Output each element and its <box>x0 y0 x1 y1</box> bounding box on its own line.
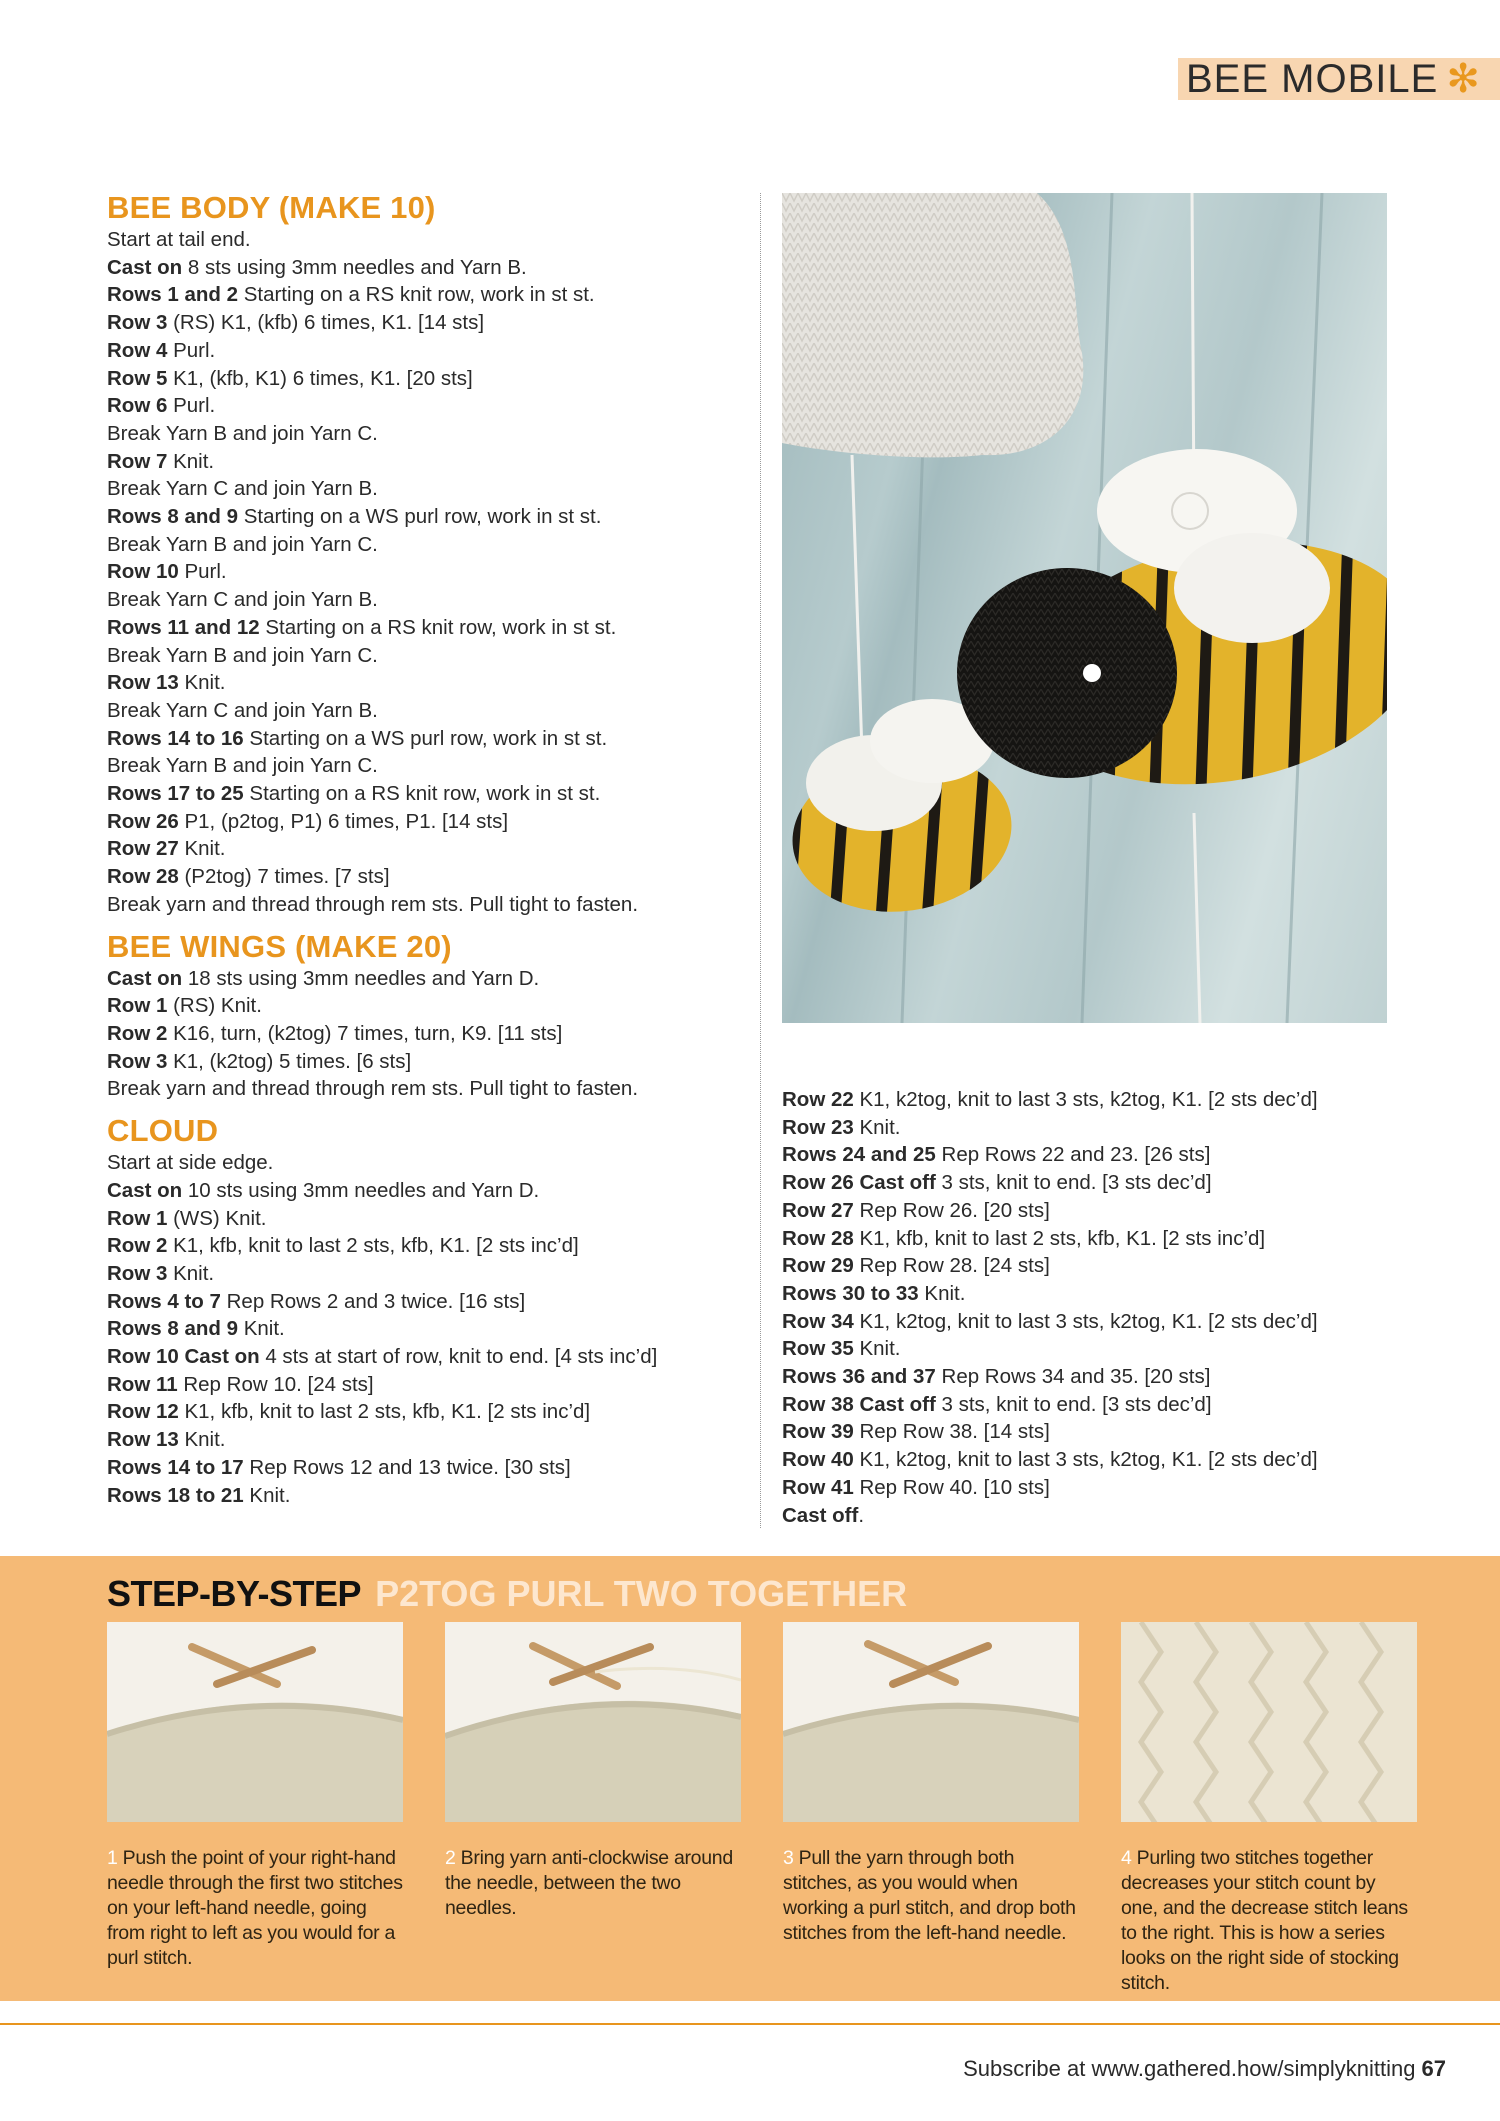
pattern-line <box>107 780 747 808</box>
pattern-line <box>107 586 747 614</box>
pattern-section <box>107 1113 747 1509</box>
row-label: Row 27 <box>107 837 179 861</box>
row-instruction: (WS) Knit. <box>167 1206 267 1230</box>
row-label: Row 22 <box>782 1088 854 1111</box>
pattern-line <box>107 531 747 559</box>
row-label: Cast on <box>107 255 183 279</box>
bee-mobile-illustration <box>782 193 1387 1023</box>
row-label: Row 35 <box>782 1337 854 1361</box>
section-heading: BEE WINGS (MAKE 20) <box>107 928 452 964</box>
step-3 <box>783 1622 1079 1946</box>
pattern-line <box>107 614 747 642</box>
row-label: Row 2 <box>107 1021 168 1045</box>
row-instruction: Rep Rows 22 and 23. [26 sts] <box>935 1143 1211 1167</box>
row-instruction: Knit. <box>178 671 226 695</box>
row-label: Row 28 <box>107 865 179 889</box>
row-label: Row 29 <box>782 1254 854 1278</box>
step-4 <box>1121 1622 1417 1996</box>
pattern-line <box>107 1398 747 1426</box>
pattern-line <box>107 1454 747 1482</box>
pattern-line <box>782 1335 1422 1363</box>
pattern-line <box>107 1426 747 1454</box>
row-label: Rows 18 to 21 <box>107 1483 244 1507</box>
row-instruction: K1, kfb, knit to last 2 sts, kfb, K1. [2 sts inc’d] <box>853 1226 1266 1250</box>
row-label: Rows 30 to 33 <box>782 1281 919 1305</box>
row-instruction: 4 sts at start of row, knit to end. [4 sts inc’d] <box>259 1345 658 1369</box>
row-instruction: 8 sts using 3mm needles and Yarn B. <box>182 255 527 279</box>
row-label: Row 11 <box>107 1372 178 1396</box>
row-instruction: K1, k2tog, knit to last 3 sts, k2tog, K1. [2 sts dec’d] <box>853 1309 1318 1333</box>
row-label: Rows 8 and 9 <box>107 505 239 529</box>
row-instruction: Starting on a RS knit row, work in st st. <box>243 782 601 806</box>
step-4-text: 4 Purling two stitches together decreases your stitch count by one, and the decrease stitch leans to the right. This is how a series looks on the right side of stocking stitch. <box>1121 1847 1408 1994</box>
row-label: Rows 17 to 25 <box>107 782 244 806</box>
pattern-line <box>107 558 747 586</box>
pattern-line <box>107 1177 747 1205</box>
pattern-line <box>107 1315 747 1343</box>
row-instruction: Knit. <box>243 1483 291 1507</box>
pattern-line <box>107 965 747 993</box>
row-label: Row 10 <box>107 560 179 584</box>
pattern-line <box>107 1371 747 1399</box>
row-instruction: K1, k2tog, knit to last 3 sts, k2tog, K1. [2 sts dec’d] <box>853 1088 1318 1111</box>
pattern-line <box>107 309 747 337</box>
pattern-line <box>782 1308 1422 1336</box>
pattern-line <box>782 1086 1422 1114</box>
pattern-section <box>107 190 747 919</box>
row-instruction: Knit. <box>918 1281 966 1305</box>
section-heading: BEE BODY (MAKE 10) <box>107 190 436 225</box>
row-instruction: P1, (p2tog, P1) 6 times, P1. [14 sts] <box>178 809 509 833</box>
pattern-line <box>782 1252 1422 1280</box>
row-label: Row 27 <box>782 1198 854 1222</box>
row-label: Rows 8 and 9 <box>107 1317 239 1341</box>
row-label: Rows 14 to 17 <box>107 1455 244 1479</box>
row-instruction: Start at side edge. <box>107 1151 274 1175</box>
row-instruction: Break Yarn C and join Yarn B. <box>107 588 378 612</box>
pattern-line <box>107 1020 747 1048</box>
row-label: Row 13 <box>107 1428 179 1452</box>
row-label: Row 2 <box>107 1234 168 1258</box>
row-instruction: Purl. <box>167 338 216 362</box>
row-instruction: Starting on a RS knit row, work in st st. <box>238 283 595 307</box>
row-label: Cast off <box>782 1503 859 1527</box>
row-instruction: Break Yarn B and join Yarn C. <box>107 643 378 667</box>
row-instruction: Rep Rows 34 and 35. [20 sts] <box>935 1365 1211 1389</box>
pattern-line <box>107 1075 747 1103</box>
row-label: Row 1 <box>107 1206 168 1230</box>
row-label: Row 6 <box>107 394 168 418</box>
row-instruction: K1, kfb, knit to last 2 sts, kfb, K1. [2 sts inc’d] <box>178 1400 591 1424</box>
pattern-line <box>782 1141 1422 1169</box>
row-instruction: Starting on a RS knit row, work in st st. <box>259 615 617 639</box>
pattern-line <box>782 1446 1422 1474</box>
row-label: Rows 14 to 16 <box>107 726 244 750</box>
row-label: Row 13 <box>107 671 179 695</box>
footer-rule <box>0 2023 1500 2025</box>
pattern-line <box>107 1482 747 1510</box>
row-instruction: (RS) Knit. <box>167 994 262 1018</box>
row-instruction: Knit. <box>178 837 226 861</box>
row-label: Cast on <box>107 1178 183 1202</box>
row-label: Rows 36 and 37 <box>782 1365 936 1389</box>
right-column <box>782 1086 1422 1529</box>
step-1 <box>107 1622 403 1971</box>
row-label: Row 5 <box>107 366 168 390</box>
row-instruction: Knit. <box>853 1337 901 1361</box>
header-tab <box>1178 58 1500 100</box>
row-instruction: (P2tog) 7 times. [7 sts] <box>178 865 390 889</box>
pattern-line <box>107 1048 747 1076</box>
row-label: Row 26 Cast off <box>782 1171 936 1195</box>
row-label: Row 34 <box>782 1309 854 1333</box>
pattern-line <box>107 1260 747 1288</box>
pattern-line <box>107 1205 747 1233</box>
row-label: Row 41 <box>782 1475 854 1499</box>
step-1-photo <box>107 1622 403 1822</box>
row-instruction: Break yarn and thread through rem sts. Pull tight to fasten. <box>107 892 639 916</box>
pattern-line <box>107 337 747 365</box>
step-by-step-band <box>0 1556 1500 2001</box>
row-label: Row 1 <box>107 994 168 1018</box>
row-instruction: Rep Row 28. [24 sts] <box>853 1254 1050 1278</box>
pattern-line <box>107 642 747 670</box>
row-instruction: K1, kfb, knit to last 2 sts, kfb, K1. [2 sts inc’d] <box>167 1234 579 1258</box>
pattern-line <box>107 808 747 836</box>
row-label: Row 28 <box>782 1226 854 1250</box>
flower-icon: ✻ <box>1446 57 1480 101</box>
row-instruction: 10 sts using 3mm needles and Yarn D. <box>182 1178 540 1202</box>
row-label: Row 10 Cast on <box>107 1345 260 1369</box>
pattern-line <box>107 697 747 725</box>
row-instruction: Knit. <box>238 1317 285 1341</box>
row-label: Rows 11 and 12 <box>107 615 260 639</box>
pattern-line <box>782 1197 1422 1225</box>
pattern-line <box>107 863 747 891</box>
step-by-step-heading <box>107 1572 907 1616</box>
row-label: Row 39 <box>782 1420 854 1444</box>
heading-step-by-step: STEP-BY-STEP <box>107 1573 362 1614</box>
pattern-line <box>107 365 747 393</box>
pattern-line <box>782 1418 1422 1446</box>
row-instruction: Purl. <box>178 560 227 584</box>
row-instruction: Rep Rows 12 and 13 twice. [30 sts] <box>243 1455 571 1479</box>
pattern-line <box>782 1391 1422 1419</box>
row-instruction: . <box>858 1503 865 1527</box>
pattern-line <box>107 1343 747 1371</box>
row-instruction: Rep Row 26. [20 sts] <box>853 1198 1050 1222</box>
row-instruction: K16, turn, (k2tog) 7 times, turn, K9. [11 sts] <box>167 1021 563 1045</box>
left-column <box>107 190 747 1509</box>
row-instruction: Break Yarn B and join Yarn C. <box>107 754 378 778</box>
pattern-line <box>782 1169 1422 1197</box>
row-instruction: 3 sts, knit to end. [3 sts dec’d] <box>935 1171 1212 1195</box>
row-instruction: Break yarn and thread through rem sts. Pull tight to fasten. <box>107 1077 639 1101</box>
pattern-line <box>107 503 747 531</box>
bee-mobile-photo <box>782 193 1387 1023</box>
row-label: Row 38 Cast off <box>782 1392 936 1416</box>
row-label: Rows 4 to 7 <box>107 1289 221 1313</box>
row-label: Rows 1 and 2 <box>107 283 239 307</box>
pattern-line <box>107 1288 747 1316</box>
footer <box>963 2056 1446 2082</box>
row-instruction: (RS) K1, (kfb) 6 times, K1. [14 sts] <box>167 311 485 335</box>
row-instruction: Knit. <box>178 1428 226 1452</box>
step-4-photo <box>1121 1622 1417 1822</box>
pattern-line <box>107 254 747 282</box>
pattern-line <box>782 1280 1422 1308</box>
pattern-line <box>107 752 747 780</box>
column-divider <box>760 193 761 1528</box>
pattern-line <box>107 1149 747 1177</box>
row-instruction: K1, k2tog, knit to last 3 sts, k2tog, K1. [2 sts dec’d] <box>853 1448 1318 1472</box>
pattern-line <box>107 669 747 697</box>
section-heading: CLOUD <box>107 1113 219 1149</box>
pattern-line <box>782 1114 1422 1142</box>
page-section-title: BEE MOBILE <box>1186 57 1439 101</box>
pattern-line <box>107 992 747 1020</box>
row-instruction: K1, (kfb, K1) 6 times, K1. [20 sts] <box>167 366 473 390</box>
row-instruction: Break Yarn B and join Yarn C. <box>107 532 378 556</box>
row-instruction: Purl. <box>167 394 216 418</box>
row-instruction: Rep Row 38. [14 sts] <box>853 1420 1050 1444</box>
row-instruction: Rep Rows 2 and 3 twice. [16 sts] <box>220 1289 526 1313</box>
row-label: Cast on <box>107 966 183 990</box>
step-3-text: 3 Pull the yarn through both stitches, as you would when working a purl stitch, and drop both stitches from the left-hand needle. <box>783 1847 1076 1944</box>
step-2-photo <box>445 1622 741 1822</box>
pattern-line <box>107 420 747 448</box>
row-instruction: 18 sts using 3mm needles and Yarn D. <box>182 966 540 990</box>
row-instruction: Rep Row 40. [10 sts] <box>853 1475 1050 1499</box>
step-2-text: 2 Bring yarn anti-clockwise around the needle, between the two needles. <box>445 1847 733 1919</box>
row-instruction: Break Yarn C and join Yarn B. <box>107 698 378 722</box>
pattern-line <box>107 835 747 863</box>
heading-technique: P2TOG PURL TWO TOGETHER <box>375 1573 908 1614</box>
row-label: Row 3 <box>107 311 168 335</box>
step-3-photo <box>783 1622 1079 1822</box>
row-instruction: Knit. <box>853 1115 901 1139</box>
row-label: Row 40 <box>782 1448 854 1472</box>
pattern-line <box>782 1363 1422 1391</box>
pattern-line <box>107 1232 747 1260</box>
pattern-line <box>107 281 747 309</box>
pattern-line <box>107 226 747 254</box>
step-1-text: 1 Push the point of your right-hand needle through the first two stitches on your left-hand needle, going from right to left as you would for a purl stitch. <box>107 1847 403 1969</box>
row-instruction: Rep Row 10. [24 sts] <box>177 1372 374 1396</box>
row-instruction: Break Yarn B and join Yarn C. <box>107 421 378 445</box>
row-label: Row 3 <box>107 1049 168 1073</box>
step-2 <box>445 1622 741 1921</box>
pattern-line <box>782 1502 1422 1530</box>
pattern-line <box>107 891 747 919</box>
row-instruction: 3 sts, knit to end. [3 sts dec’d] <box>935 1392 1212 1416</box>
row-label: Row 3 <box>107 1261 168 1285</box>
row-instruction: K1, (k2tog) 5 times. [6 sts] <box>167 1049 412 1073</box>
row-instruction: Break Yarn C and join Yarn B. <box>107 477 378 501</box>
pattern-line <box>782 1474 1422 1502</box>
pattern-line <box>107 392 747 420</box>
row-label: Row 12 <box>107 1400 179 1424</box>
row-label: Row 23 <box>782 1115 854 1139</box>
row-label: Row 7 <box>107 449 168 473</box>
pattern-line <box>782 1225 1422 1253</box>
row-instruction: Start at tail end. <box>107 228 251 251</box>
row-label: Row 4 <box>107 338 168 362</box>
subscribe-link[interactable]: Subscribe at www.gathered.how/simplyknitting <box>963 2056 1416 2081</box>
page-number: 67 <box>1421 2056 1446 2081</box>
row-instruction: Starting on a WS purl row, work in st st. <box>243 726 608 750</box>
pattern-section <box>107 929 747 1104</box>
row-label: Row 26 <box>107 809 179 833</box>
row-label: Rows 24 and 25 <box>782 1143 936 1167</box>
row-instruction: Knit. <box>167 449 215 473</box>
row-instruction: Knit. <box>167 1261 215 1285</box>
row-instruction: Starting on a WS purl row, work in st st. <box>238 505 602 529</box>
pattern-line <box>107 725 747 753</box>
pattern-line <box>107 448 747 476</box>
pattern-line <box>107 475 747 503</box>
